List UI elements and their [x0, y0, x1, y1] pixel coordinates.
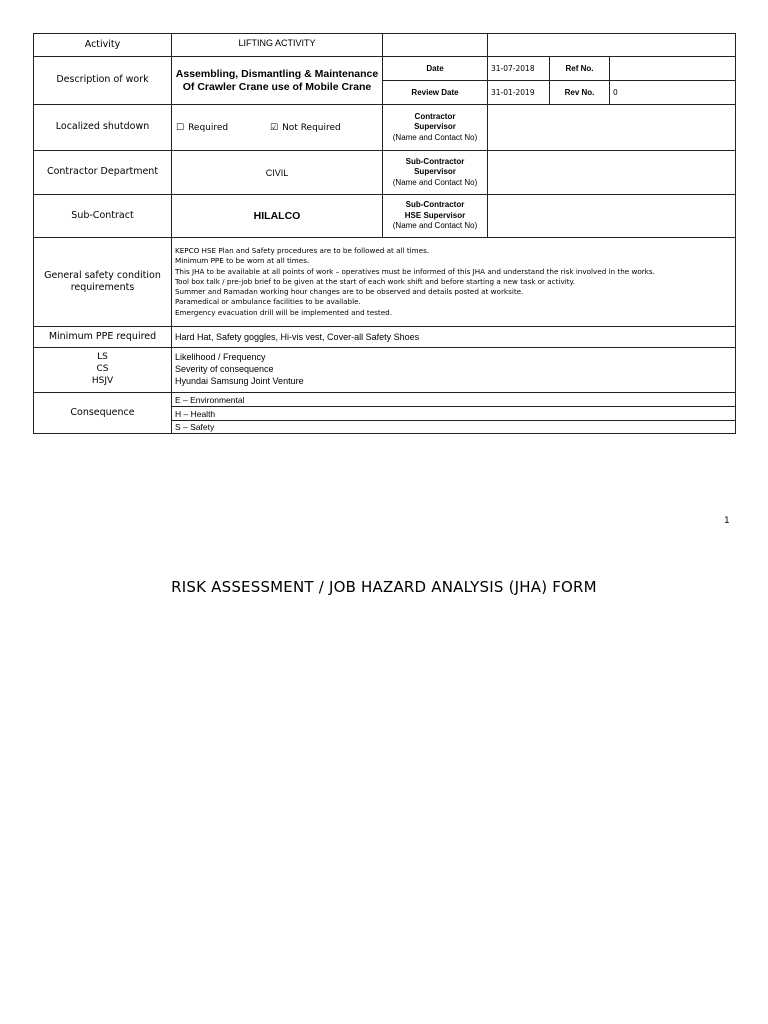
consequence-label: Consequence	[34, 393, 172, 434]
consequence-item: H – Health	[172, 407, 736, 421]
activity-empty-cell	[383, 34, 488, 57]
sub-contractor-hse-value	[488, 195, 736, 238]
general-safety-label: General safety condition requirements	[34, 238, 172, 327]
form-title: RISK ASSESSMENT / JOB HAZARD ANALYSIS (JHA) FORM	[171, 578, 597, 596]
abbreviation-meaning: Hyundai Samsung Joint Venture	[175, 375, 304, 386]
description-value: Assembling, Dismantling & Maintenance Of Crawler Crane use of Mobile Crane	[172, 57, 383, 105]
contractor-supervisor-value	[488, 105, 736, 151]
general-safety-line: Minimum PPE to be worn at all times.	[175, 256, 310, 266]
review-date-value: 31-01-2019	[488, 81, 550, 105]
general-safety-line: This JHA to be available at all points of work – operatives must be informed of this JHA and understand the risk involved in the works.	[175, 266, 655, 276]
general-safety-line: Paramedical or ambulance facilities to be available.	[175, 297, 361, 307]
date-value: 31-07-2018	[488, 57, 550, 81]
min-ppe-label: Minimum PPE required	[34, 327, 172, 348]
general-safety-requirements	[172, 238, 736, 327]
rev-no-label: Rev No.	[550, 81, 610, 105]
shutdown-options	[172, 105, 383, 151]
shutdown-not-required-option[interactable]	[270, 123, 341, 133]
review-date-label: Review Date	[383, 81, 488, 105]
abbreviation-code: LS	[97, 352, 108, 363]
sub-contractor-supervisor-line1: Sub-Contractor	[405, 156, 465, 166]
activity-value: LIFTING ACTIVITY	[172, 34, 383, 57]
sub-contract-value: HILALCO	[172, 195, 383, 238]
description-label: Description of work	[34, 57, 172, 105]
page-number: 1	[724, 516, 730, 526]
activity-empty-wide-cell	[488, 34, 736, 57]
consequence-item: S – Safety	[172, 421, 736, 434]
sub-contractor-supervisor-line2: Supervisor	[414, 167, 456, 177]
date-label: Date	[383, 57, 488, 81]
localized-shutdown-label: Localized shutdown	[34, 105, 172, 151]
general-safety-line: Emergency evacuation drill will be implemented and tested.	[175, 307, 393, 317]
contractor-department-label: Contractor Department	[34, 151, 172, 195]
checkbox-checked-icon: ☑	[270, 122, 279, 133]
contractor-supervisor-line3: (Name and Contact No)	[392, 132, 478, 142]
abbreviation-meaning: Severity of consequence	[175, 364, 274, 375]
contractor-department-value: CIVIL	[172, 151, 383, 195]
sub-contractor-hse-line3: (Name and Contact No)	[392, 221, 478, 231]
sub-contractor-supervisor-value	[488, 151, 736, 195]
required-label: Required	[188, 122, 229, 133]
sub-contractor-hse-line1: Sub-Contractor	[405, 200, 465, 210]
contractor-supervisor-label	[383, 105, 488, 151]
contractor-supervisor-line2: Supervisor	[414, 122, 456, 132]
shutdown-required-option[interactable]	[176, 123, 228, 133]
min-ppe-value: Hard Hat, Safety goggles, Hi-vis vest, Cover-all Safety Shoes	[172, 327, 736, 348]
abbreviation-meaning: Likelihood / Frequency	[175, 352, 266, 363]
checkbox-unchecked-icon: ☐	[176, 122, 185, 133]
sub-contractor-hse-line2: HSE Supervisor	[404, 210, 466, 220]
general-safety-line: Summer and Ramadan working hour changes are to be observed and details posted at worksite.	[175, 287, 524, 297]
sub-contractor-supervisor-line3: (Name and Contact No)	[392, 177, 478, 187]
sub-contractor-supervisor-label	[383, 151, 488, 195]
consequence-item: E – Environmental	[172, 393, 736, 407]
activity-label: Activity	[34, 34, 172, 57]
abbreviation-codes	[34, 348, 172, 393]
abbreviation-code: CS	[96, 364, 109, 375]
ref-no-label: Ref No.	[550, 57, 610, 81]
ref-no-value	[610, 57, 736, 81]
rev-no-value: 0	[610, 81, 736, 105]
general-safety-line: Tool box talk / pre-job brief to be given at the start of each work shift and before starting a new task or activity.	[175, 276, 576, 286]
jha-header-table	[33, 33, 736, 434]
contractor-supervisor-line1: Contractor	[414, 111, 456, 121]
not-required-label: Not Required	[282, 122, 341, 133]
sub-contractor-hse-label	[383, 195, 488, 238]
abbreviation-meanings	[172, 348, 736, 393]
general-safety-line: KEPCO HSE Plan and Safety procedures are to be followed at all times.	[175, 246, 430, 256]
sub-contract-label: Sub-Contract	[34, 195, 172, 238]
abbreviation-code: HSJV	[91, 375, 114, 386]
